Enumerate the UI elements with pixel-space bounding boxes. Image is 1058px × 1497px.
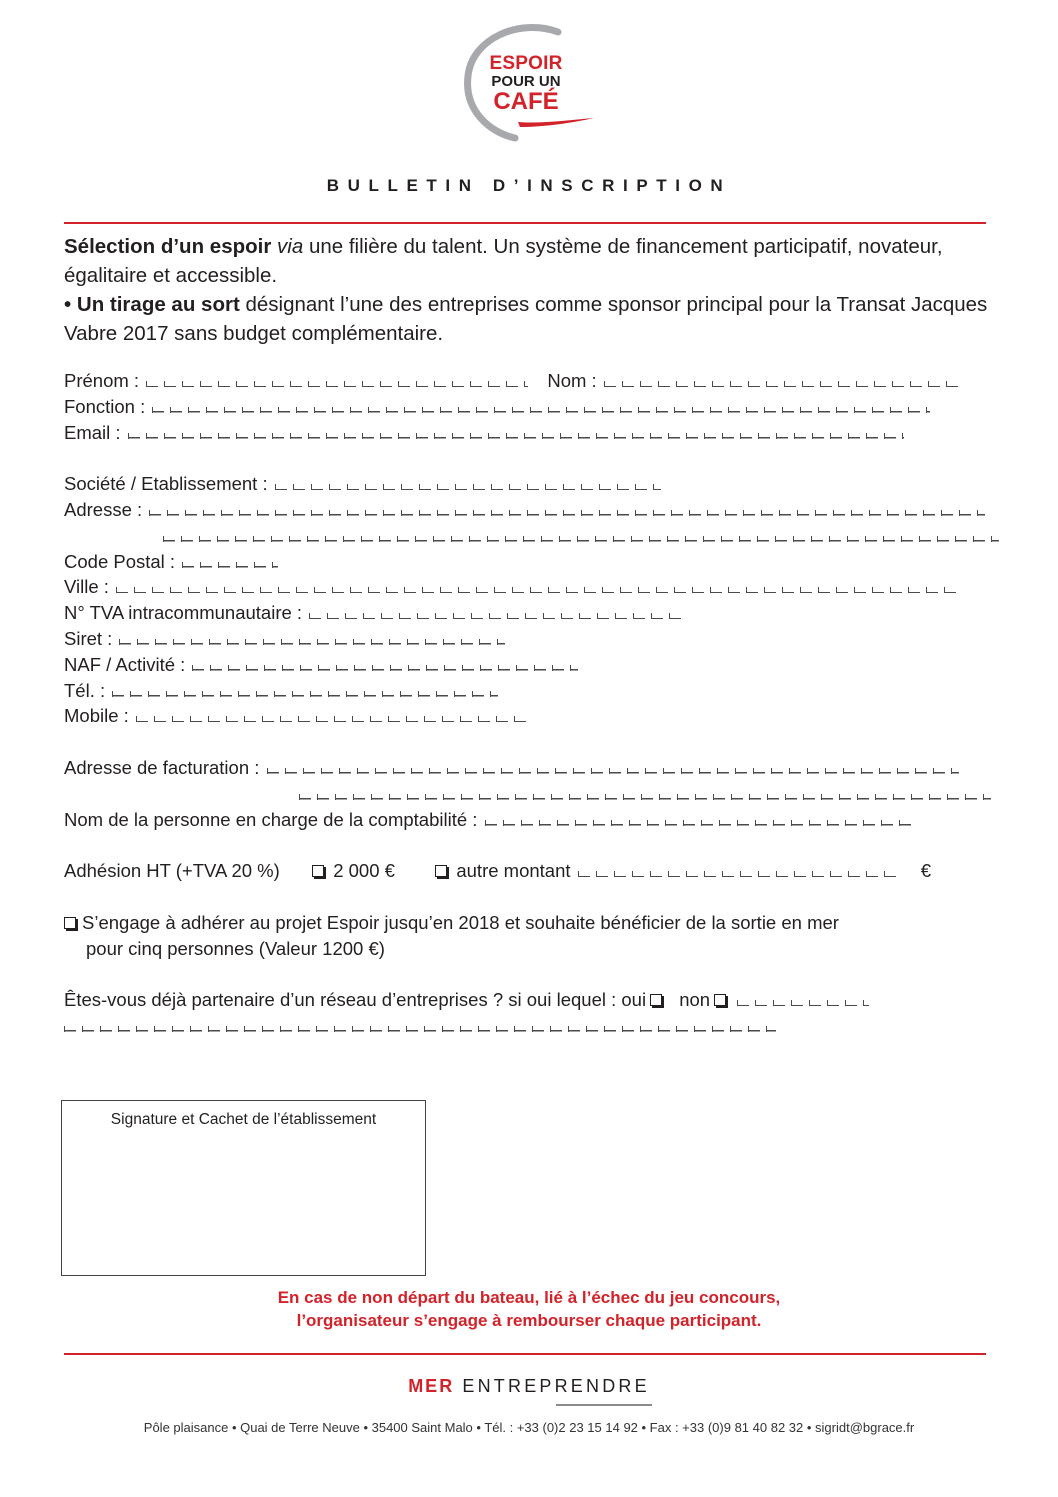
societe-field[interactable] — [275, 481, 661, 490]
autre-montant-label: autre montant — [456, 860, 571, 882]
adresse-field-2[interactable] — [163, 533, 999, 542]
logo — [460, 24, 600, 149]
tel-label: Tél. : — [64, 679, 106, 701]
brand-underline — [556, 1404, 652, 1406]
fonction-label: Fonction : — [64, 395, 146, 417]
adhesion-label: Adhésion HT (+TVA 20 %) — [64, 860, 280, 882]
row-prenom-nom — [64, 368, 1004, 394]
mobile-field[interactable] — [136, 713, 528, 722]
row-siret — [64, 626, 1004, 652]
nom-field[interactable] — [604, 378, 962, 387]
code-postal-label: Code Postal : — [64, 550, 176, 572]
refund-disclaimer — [0, 1286, 1058, 1332]
naf-label: NAF / Activité : — [64, 653, 186, 675]
prenom-label: Prénom : — [64, 370, 140, 391]
brand-entreprendre: ENTREPRENDRE — [462, 1376, 650, 1396]
intro-bold-2: Un tirage au sort — [76, 293, 240, 316]
row-adhesion — [64, 858, 1004, 884]
top-divider — [64, 222, 986, 224]
nom-label: Nom : — [547, 370, 597, 391]
row-facturation — [64, 755, 1004, 781]
facturation-field-2[interactable] — [299, 791, 991, 800]
row-comptable — [64, 807, 1004, 833]
societe-label: Société / Etablissement : — [64, 473, 268, 495]
code-postal-field[interactable] — [182, 559, 278, 568]
row-naf — [64, 652, 1004, 678]
tel-field[interactable] — [112, 688, 498, 697]
page-title: BULLETIN D’INSCRIPTION — [326, 176, 732, 195]
row-tva — [64, 600, 1004, 626]
adresse-label: Adresse : — [64, 498, 143, 520]
comptable-label: Nom de la personne en charge de la comptabilité : — [64, 808, 478, 830]
naf-field[interactable] — [192, 662, 578, 671]
facturation-field-1[interactable] — [267, 765, 959, 774]
row-engage-1 — [64, 910, 1004, 936]
siret-label: Siret : — [64, 627, 113, 649]
intro-italic: via — [277, 235, 304, 258]
email-label: Email : — [64, 421, 121, 443]
row-ville — [64, 574, 1004, 600]
row-adresse — [64, 497, 1004, 523]
siret-field[interactable] — [119, 636, 505, 645]
partenaire-label: Êtes-vous déjà partenaire d’un réseau d’entreprises ? si oui lequel : oui — [64, 989, 647, 1011]
disclaimer-line-1: En cas de non départ du bateau, lié à l’échec du jeu concours, — [277, 1288, 781, 1307]
registration-form — [64, 368, 1004, 1039]
row-partenaire — [64, 987, 1004, 1013]
fonction-field[interactable] — [152, 404, 930, 413]
amount-2000-label: 2 000 € — [333, 860, 395, 882]
non-label: non — [679, 989, 711, 1011]
footer-brand — [0, 1376, 1058, 1397]
intro-paragraph-2 — [64, 290, 994, 348]
reseau-field-2[interactable] — [64, 1023, 776, 1032]
logo-line-2: POUR UN — [491, 73, 561, 90]
row-partenaire-2 — [64, 1013, 1004, 1039]
engage-text-1: S’engage à adhérer au projet Espoir jusqu’en 2018 et souhaite bénéficier de la sortie en mer — [82, 911, 839, 933]
logo-line-3: CAFÉ — [493, 88, 559, 115]
logo-line-1: ESPOIR — [489, 53, 563, 74]
engage-text-2: pour cinq personnes (Valeur 1200 €) — [86, 937, 385, 959]
logo-wordmark — [486, 54, 566, 114]
autre-montant-checkbox[interactable] — [435, 865, 447, 877]
intro-bold-1: Sélection d’un espoir — [64, 235, 272, 258]
signature-label: Signature et Cachet de l’établissement — [110, 1111, 377, 1128]
engage-checkbox[interactable] — [64, 917, 76, 929]
ville-label: Ville : — [64, 576, 109, 598]
ville-field[interactable] — [116, 584, 956, 593]
email-field[interactable] — [128, 430, 904, 439]
amount-2000-checkbox[interactable] — [312, 865, 324, 877]
euro-sign: € — [920, 860, 932, 882]
row-facturation-2 — [64, 781, 1004, 807]
intro-paragraph-1 — [64, 232, 994, 290]
tva-label: N° TVA intracommunautaire : — [64, 602, 303, 624]
comptable-field[interactable] — [485, 817, 911, 826]
row-adresse-2 — [64, 523, 1004, 549]
reseau-field-1[interactable] — [737, 997, 869, 1006]
row-code-postal — [64, 549, 1004, 575]
autre-montant-field[interactable] — [578, 868, 902, 877]
row-societe — [64, 471, 1004, 497]
oui-checkbox[interactable] — [650, 994, 662, 1006]
footer-address: Pôle plaisance • Quai de Terre Neuve • 35400 Saint Malo • Tél. : +33 (0)2 23 15 14 92 • Fax : +33 (0)9 81 40 82 32 • sigridt@bgrace.fr — [143, 1420, 915, 1435]
intro-rest-1: une filière du talent. Un système de financement participatif, novateur, égalitaire et accessible. — [64, 235, 943, 287]
facturation-label: Adresse de facturation : — [64, 756, 260, 778]
brand-mer: MER — [408, 1376, 455, 1396]
row-fonction — [64, 394, 1004, 420]
adresse-field-1[interactable] — [149, 507, 985, 516]
non-checkbox[interactable] — [714, 994, 726, 1006]
bottom-divider — [64, 1353, 986, 1355]
row-mobile — [64, 703, 1004, 729]
row-engage-2 — [64, 936, 1004, 962]
tva-field[interactable] — [309, 610, 683, 619]
intro-bullet: • — [64, 293, 72, 316]
prenom-field[interactable] — [146, 378, 528, 387]
row-email — [64, 420, 1004, 446]
intro-rest-2: désignant l’une des entreprises comme sponsor principal pour la Transat Jacques Vabre 2017 sans budget complémentaire. — [64, 293, 988, 345]
row-tel — [64, 678, 1004, 704]
intro-text — [64, 232, 994, 348]
disclaimer-line-2: l’organisateur s’engage à rembourser chaque participant. — [296, 1311, 762, 1330]
mobile-label: Mobile : — [64, 705, 129, 727]
signature-box[interactable] — [61, 1100, 426, 1276]
